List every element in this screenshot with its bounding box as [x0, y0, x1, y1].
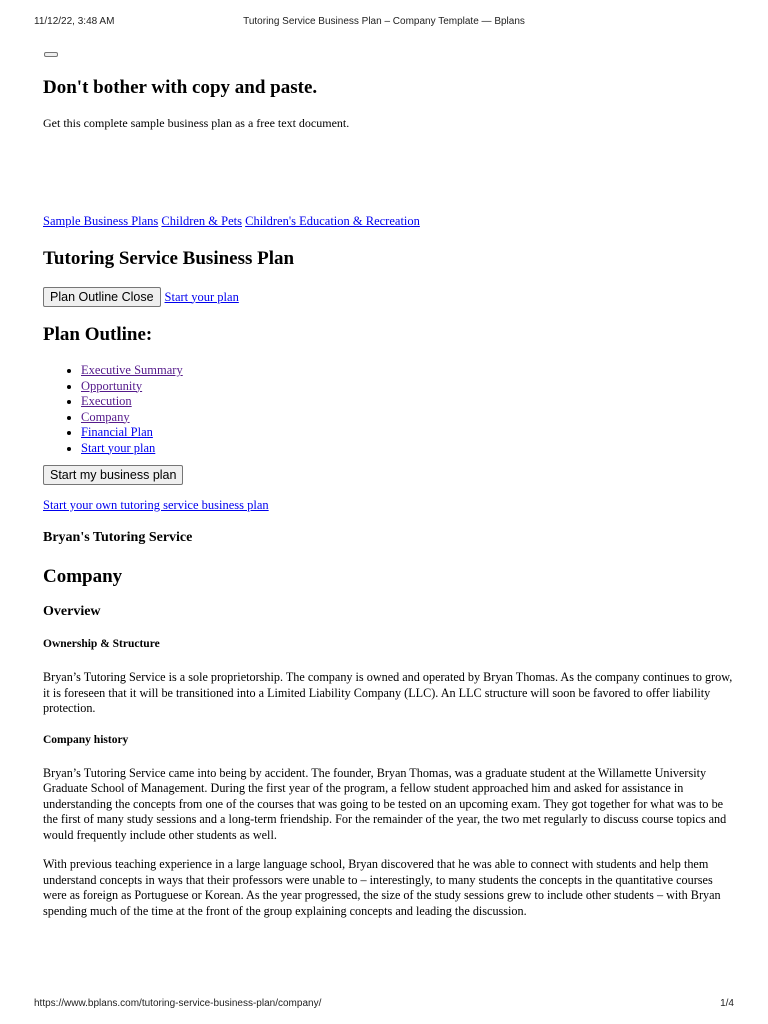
- print-footer: [34, 998, 734, 1012]
- breadcrumb-sample-business-plans[interactable]: Sample Business Plans: [43, 214, 159, 228]
- start-your-plan-link[interactable]: Start your plan: [164, 289, 239, 304]
- print-date: 11/12/22, 3:48 AM: [34, 16, 115, 27]
- outline-link-opportunity[interactable]: Opportunity: [81, 378, 143, 393]
- history-paragraph-2: With previous teaching experience in a large language school, Bryan discovered that he was able to connect with students and help them understand concepts in ways that their professors were unable to – interestingly, to many students the concepts in the quantitative courses were as foreign as Portuguese or Korean. As the year progressed, the size of the study sessions grew to include other students – with Bryan spending much of the time at the front of the group explaining concepts and leading the discussion.: [43, 857, 721, 918]
- print-doc-title: Tutoring Service Business Plan – Company Template — Bplans: [243, 16, 525, 27]
- print-header: [34, 16, 734, 30]
- page-title: Tutoring Service Business Plan: [43, 248, 295, 269]
- outline-item: [81, 363, 733, 379]
- page-content: [43, 48, 733, 919]
- outline-link-financial-plan[interactable]: Financial Plan: [81, 425, 153, 439]
- outline-link-company[interactable]: Company: [81, 409, 130, 424]
- plan-outline-close-button[interactable]: Plan Outline Close: [43, 287, 161, 307]
- section-subtitle: Overview: [43, 604, 101, 619]
- outline-item: [81, 394, 733, 410]
- promo-text: Get this complete sample business plan as a free text document.: [43, 116, 350, 130]
- history-heading: Company history: [43, 733, 129, 746]
- outline-item: [81, 379, 733, 395]
- business-name: Bryan's Tutoring Service: [43, 530, 193, 545]
- ownership-paragraph: Bryan’s Tutoring Service is a sole proprietorship. The company is owned and operated by Bryan Thomas. As the company continues to grow, it is foreseen that it will be transitioned into a Limited Liability Company (LLC). An LLC structure will soon be favored to offer liability protection.: [43, 670, 733, 715]
- outline-link-executive-summary[interactable]: Executive Summary: [81, 363, 183, 377]
- outline-link-execution[interactable]: Execution: [81, 394, 132, 408]
- start-own-plan-link[interactable]: Start your own tutoring service business plan: [43, 498, 269, 512]
- print-url: https://www.bplans.com/tutoring-service-business-plan/company/: [34, 998, 322, 1009]
- collapsed-toggle-button[interactable]: [44, 52, 58, 57]
- section-title: Company: [43, 566, 123, 587]
- plan-outline-heading: Plan Outline:: [43, 324, 153, 345]
- start-my-business-plan-button[interactable]: Start my business plan: [43, 465, 183, 485]
- outline-item: [81, 441, 733, 457]
- breadcrumb: [43, 213, 733, 229]
- outline-item: [81, 410, 733, 426]
- print-page-number: 1/4: [720, 998, 734, 1009]
- ownership-heading: Ownership & Structure: [43, 638, 160, 650]
- history-paragraph-1: Bryan’s Tutoring Service came into being by accident. The founder, Bryan Thomas, was a graduate student at the Willamette University Graduate School of Management. During the first year of the program, a fellow student approached him and asked for assistance in understanding the concepts from one of the courses that was going to be tested on an upcoming exam. They got together for what was to be the first of many study sessions and a long-term friendship. For the remainder of the year, the two met regularly to discuss course topics and would frequently include other students as well.: [43, 765, 727, 842]
- outline-item: [81, 425, 733, 441]
- breadcrumb-childrens-education[interactable]: Children's Education & Recreation: [245, 214, 420, 228]
- plan-outline-list: [43, 363, 733, 456]
- plan-actions: [43, 287, 733, 307]
- breadcrumb-children-pets[interactable]: Children & Pets: [161, 214, 242, 228]
- start-button-wrap: [43, 465, 733, 485]
- own-plan-link-wrap: [43, 497, 733, 513]
- promo-heading: Don't bother with copy and paste.: [43, 77, 318, 98]
- outline-link-start-your-plan[interactable]: Start your plan: [81, 440, 156, 455]
